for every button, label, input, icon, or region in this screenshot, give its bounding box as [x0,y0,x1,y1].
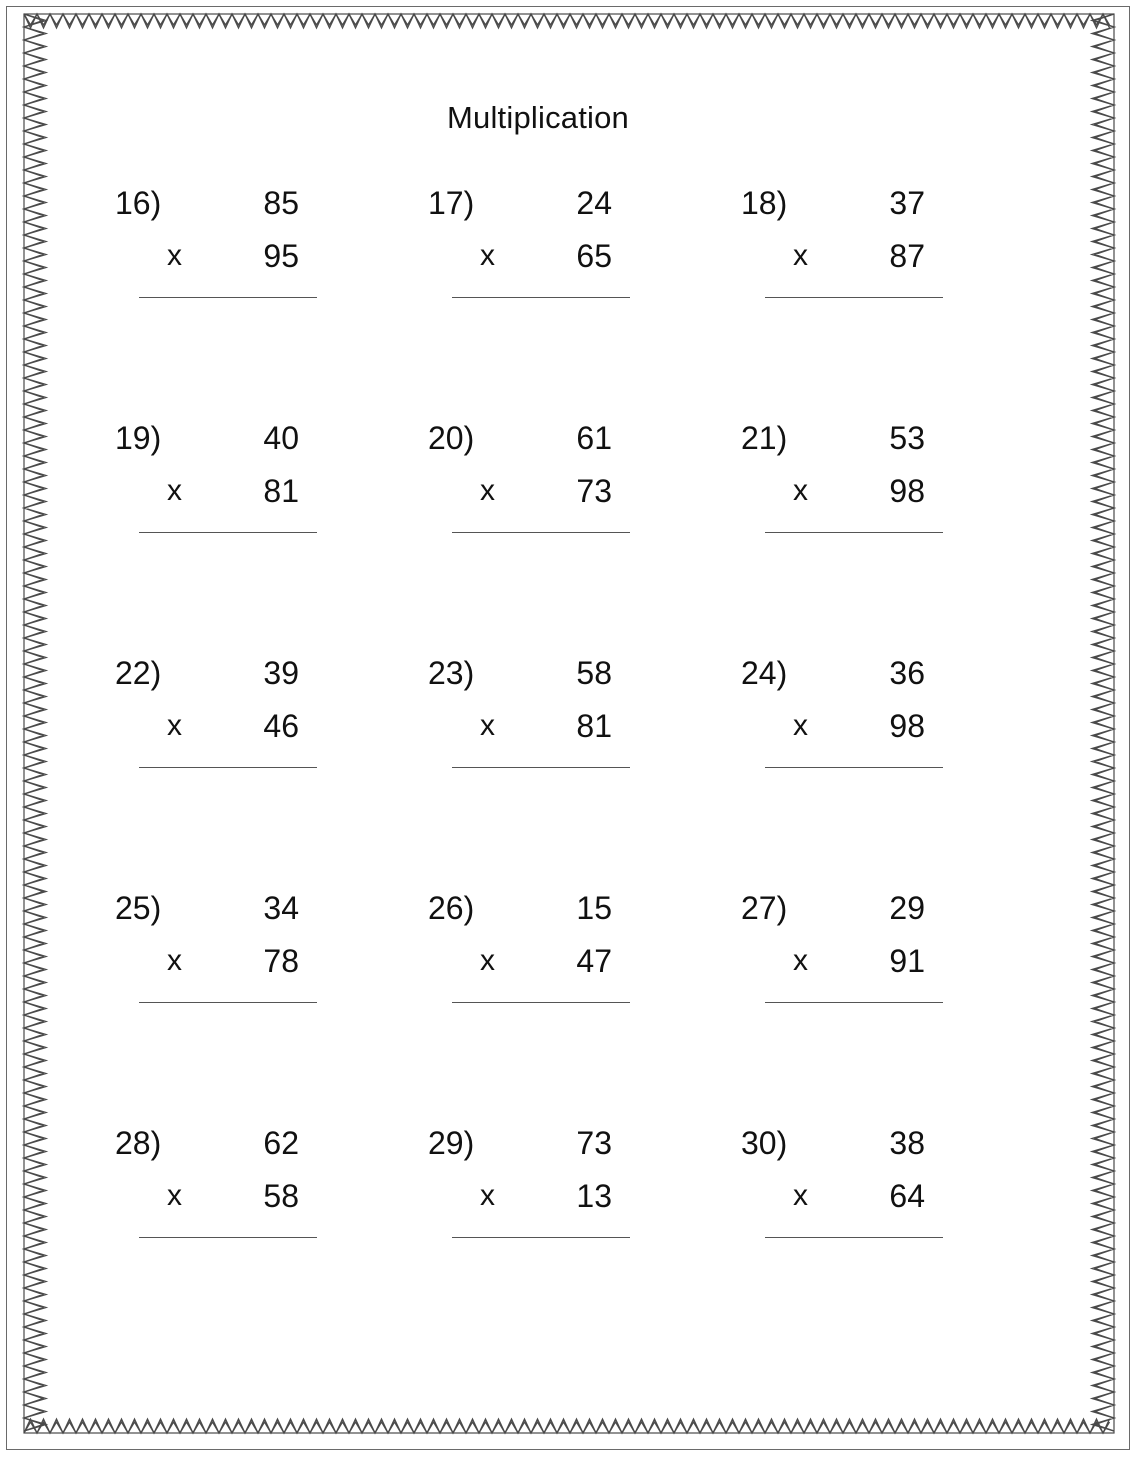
problem-item [741,890,961,1020]
multiplier: 81 [263,473,299,509]
multiplicand: 58 [576,655,612,691]
problem-number: 30) [741,1125,788,1161]
problem-number: 19) [115,420,162,456]
multiply-sign: x [480,474,495,507]
multiply-sign: x [480,239,495,272]
answer-line[interactable] [452,1002,630,1003]
problem-item [428,420,648,550]
problem-number: 16) [115,185,162,221]
multiply-sign: x [167,709,182,742]
multiply-sign: x [793,239,808,272]
problem-item [428,890,648,1020]
multiply-sign: x [793,944,808,977]
worksheet-title: Multiplication [447,100,629,135]
problem-item [115,185,335,315]
multiplicand: 61 [576,420,612,456]
problem-number: 24) [741,655,788,691]
problem-item [115,420,335,550]
multiplicand: 40 [263,420,299,456]
border-bottom-zigzag [24,1422,1110,1433]
multiplier: 46 [263,708,299,744]
problem-item [115,890,335,1020]
multiplicand: 15 [576,890,612,926]
multiplicand: 24 [576,185,612,221]
multiplier: 98 [889,473,925,509]
multiply-sign: x [167,474,182,507]
answer-line[interactable] [765,1002,943,1003]
problem-number: 18) [741,185,788,221]
problem-item [741,1125,961,1255]
problem-item [428,185,648,315]
answer-line[interactable] [452,297,630,298]
multiplicand: 34 [263,890,299,926]
answer-line[interactable] [765,1237,943,1238]
multiplier: 87 [889,238,925,274]
problem-number: 27) [741,890,788,926]
answer-line[interactable] [139,1237,317,1238]
multiplicand: 38 [889,1125,925,1161]
problem-item [741,420,961,550]
multiplier: 64 [889,1178,925,1214]
problem-number: 25) [115,890,162,926]
multiplicand: 39 [263,655,299,691]
answer-line[interactable] [139,1002,317,1003]
answer-line[interactable] [139,767,317,768]
problem-number: 29) [428,1125,475,1161]
multiplier: 78 [263,943,299,979]
problem-number: 22) [115,655,162,691]
problem-item [741,655,961,785]
multiplier: 73 [576,473,612,509]
problem-number: 28) [115,1125,162,1161]
multiplicand: 29 [889,890,925,926]
multiplicand: 36 [889,655,925,691]
multiply-sign: x [480,709,495,742]
problem-item [428,655,648,785]
multiplier: 65 [576,238,612,274]
multiplicand: 85 [263,185,299,221]
answer-line[interactable] [139,297,317,298]
problem-number: 17) [428,185,475,221]
multiplicand: 73 [576,1125,612,1161]
multiplier: 13 [576,1178,612,1214]
border-bottom-zigzag [24,1419,1110,1433]
answer-line[interactable] [139,532,317,533]
answer-line[interactable] [765,532,943,533]
answer-line[interactable] [452,767,630,768]
multiplicand: 37 [889,185,925,221]
problem-number: 23) [428,655,475,691]
multiplier: 91 [889,943,925,979]
multiply-sign: x [793,709,808,742]
problem-number: 20) [428,420,475,456]
problem-item [115,655,335,785]
problem-item [115,1125,335,1255]
answer-line[interactable] [765,297,943,298]
problem-number: 26) [428,890,475,926]
multiply-sign: x [167,239,182,272]
multiplier: 95 [263,238,299,274]
multiplier: 98 [889,708,925,744]
problem-item [741,185,961,315]
answer-line[interactable] [765,767,943,768]
multiplier: 47 [576,943,612,979]
multiply-sign: x [167,1179,182,1212]
border-top-zigzag [24,14,1110,25]
multiply-sign: x [167,944,182,977]
multiply-sign: x [480,944,495,977]
multiplier: 58 [263,1178,299,1214]
multiplicand: 62 [263,1125,299,1161]
answer-line[interactable] [452,532,630,533]
answer-line[interactable] [452,1237,630,1238]
multiplicand: 53 [889,420,925,456]
multiply-sign: x [793,474,808,507]
multiply-sign: x [480,1179,495,1212]
multiply-sign: x [793,1179,808,1212]
border-top-zigzag [24,14,1110,28]
problem-item [428,1125,648,1255]
multiplier: 81 [576,708,612,744]
problem-number: 21) [741,420,788,456]
